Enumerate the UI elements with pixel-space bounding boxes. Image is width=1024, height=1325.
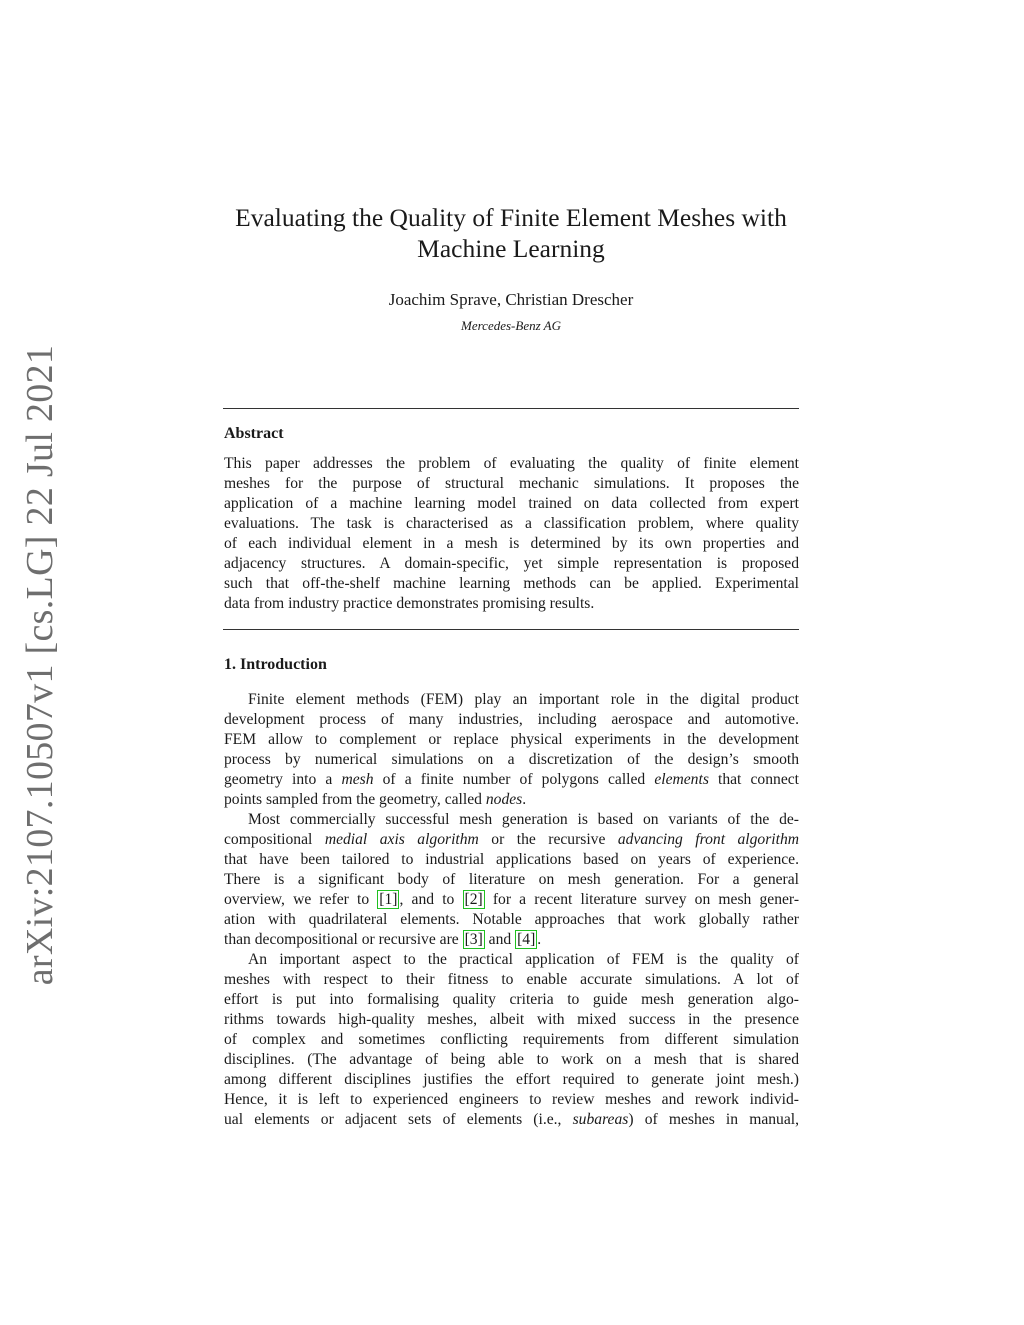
term-nodes: nodes xyxy=(485,791,523,808)
abstract-top-rule xyxy=(223,408,799,409)
intro-paragraph-1 xyxy=(224,690,799,810)
arxiv-identifier: arXiv:2107.10507v1 [cs.LG] 22 Jul 2021 xyxy=(19,344,61,986)
text-line: ual elements or adjacent sets of elements (i.e., subareas) of meshes in manual, xyxy=(224,1111,799,1128)
text-line: overview, we refer to [1] , and to [2] for a recent literature survey on mesh gener- xyxy=(224,891,800,908)
text-line: development process of many industries, including aerospace and automotive. xyxy=(224,711,799,728)
text-line: Finite element methods (FEM) play an important role in the digital product xyxy=(248,691,799,708)
abstract-line: meshes for the purpose of structural mechanic simulations. It proposes the xyxy=(224,475,799,492)
term-mesh: mesh xyxy=(341,771,374,788)
text-line: There is a significant body of literature on mesh generation. For a general xyxy=(224,871,799,888)
text-line: disciplines. (The advantage of being able to work on a mesh that is shared xyxy=(224,1051,799,1068)
section-heading-introduction: 1. Introduction xyxy=(224,656,327,673)
title-line: Machine Learning xyxy=(417,234,605,263)
abstract-line: data from industry practice demonstrates promising results. xyxy=(224,595,595,612)
abstract-body xyxy=(224,454,799,614)
abstract-line: evaluations. The task is characterised as a classification problem, where quality xyxy=(224,515,799,532)
text-line: compositional medial axis algorithm or the recursive advancing front algorithm xyxy=(224,831,799,848)
text-line: effort is put into formalising quality criteria to guide mesh generation algo- xyxy=(224,991,799,1008)
text-line: geometry into a mesh of a finite number of polygons called elements that connect xyxy=(224,771,800,788)
text-line: Most commercially successful mesh generation is based on variants of the de- xyxy=(248,811,799,828)
intro-paragraph-2 xyxy=(224,810,799,950)
citation-link[interactable]: [2] xyxy=(464,891,483,908)
text-line: FEM allow to complement or replace physical experiments in the development xyxy=(224,731,799,748)
term-medial-axis: medial axis algorithm xyxy=(324,831,479,848)
text-line: of complex and sometimes conflicting requirements from different simulation xyxy=(224,1031,799,1048)
text-line: An important aspect to the practical application of FEM is the quality of xyxy=(248,951,799,968)
abstract-line: of each individual element in a mesh is determined by its own properties and xyxy=(224,535,799,552)
text-line: points sampled from the geometry, called nodes. xyxy=(224,791,527,808)
term-advancing-front: advancing front algorithm xyxy=(617,831,799,848)
citation-link[interactable]: [4] xyxy=(517,931,536,948)
text-line: process by numerical simulations on a discretization of the design’s smooth xyxy=(224,751,799,768)
authors: Joachim Sprave, Christian Drescher xyxy=(388,290,634,309)
term-elements: elements xyxy=(654,771,709,788)
text-line: than decompositional or recursive are [3] and [4] . xyxy=(224,931,542,948)
citation-link[interactable]: [1] xyxy=(379,891,398,908)
abstract-line: such that off-the-shelf machine learning methods can be applied. Experimental xyxy=(224,575,799,592)
citation-link[interactable]: [3] xyxy=(464,931,483,948)
affiliation: Mercedes-Benz AG xyxy=(461,318,561,333)
abstract-heading: Abstract xyxy=(224,425,284,442)
text-line: rithms towards high-quality meshes, albeit with mixed success in the presence xyxy=(224,1011,799,1028)
text-line: among different disciplines justifies the effort required to generate joint mesh.) xyxy=(224,1071,799,1088)
text-line: that have been tailored to industrial applications based on years of experience. xyxy=(224,851,799,868)
abstract-bottom-rule xyxy=(223,629,799,630)
paper-title xyxy=(200,202,822,264)
intro-paragraph-3 xyxy=(224,950,799,1130)
abstract-line: adjacency structures. A domain-specific, yet simple representation is proposed xyxy=(224,555,799,572)
term-subareas: subareas xyxy=(572,1111,629,1128)
text-line: Hence, it is left to experienced engineers to review meshes and rework individ- xyxy=(224,1091,799,1108)
abstract-line: application of a machine learning model trained on data collected from expert xyxy=(224,495,799,512)
text-line: ation with quadrilateral elements. Notable approaches that work globally rather xyxy=(224,911,799,928)
text-line: meshes with respect to their fitness to enable accurate simulations. A lot of xyxy=(224,971,799,988)
abstract-line: This paper addresses the problem of evaluating the quality of finite element xyxy=(224,455,799,472)
title-line: Evaluating the Quality of Finite Element Meshes with xyxy=(235,203,787,232)
